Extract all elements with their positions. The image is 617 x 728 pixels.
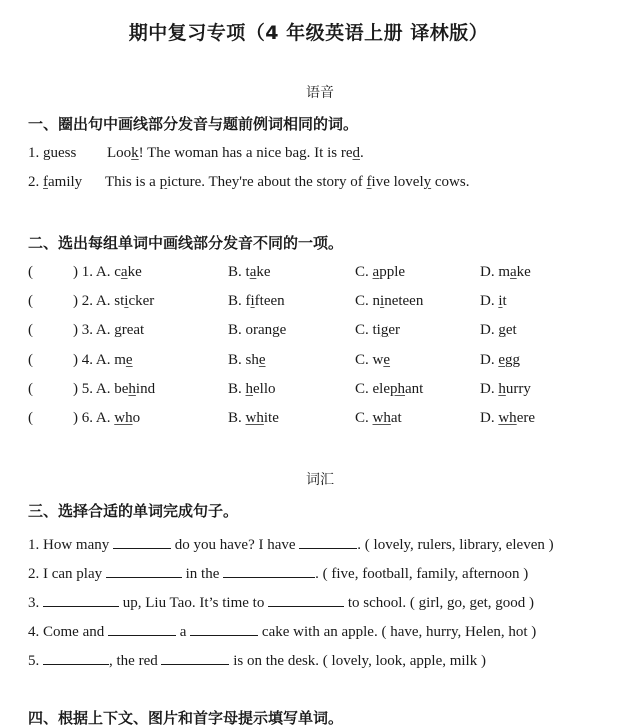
answer-blank	[190, 621, 258, 636]
question-number: ) 3. A.	[73, 322, 115, 339]
sentence-text: icture. They're about the story of	[167, 174, 367, 190]
underlined-letter: k	[131, 145, 139, 161]
fill-blank-item	[28, 621, 536, 641]
sentence-text: 4. Come and	[28, 624, 108, 640]
option-c	[355, 352, 390, 369]
answer-blank	[299, 534, 357, 549]
item-number: 2.	[28, 174, 43, 190]
option-a	[73, 293, 154, 310]
sentence	[107, 145, 364, 162]
option-a	[73, 264, 142, 281]
question-row	[28, 264, 608, 286]
answer-bracket: (	[28, 322, 33, 339]
word-rest: o	[132, 410, 141, 426]
underlined-letters: wh	[498, 410, 517, 426]
option-c	[355, 293, 423, 310]
answer-blank	[223, 563, 315, 578]
question-number: ) 6. A.	[73, 410, 115, 426]
option-d	[480, 264, 531, 281]
sentence-text: cows.	[431, 174, 470, 190]
part4-heading: 四、根据上下文、图片和首字母提示填写单词。	[28, 709, 344, 727]
word-rest: neteen	[384, 293, 424, 310]
option-prefix: B. sh	[228, 351, 259, 368]
word-rest: pple	[379, 264, 406, 280]
sentence-text: up, Liu Tao. It’s time to	[119, 595, 269, 611]
item-number: 1.	[28, 145, 43, 161]
underlined-letter: p	[159, 174, 168, 190]
page-title: 期中复习专项（4 年级英语上册 译林版）	[128, 22, 489, 44]
underlined-letters: a	[510, 264, 517, 280]
option-prefix: D.	[480, 322, 499, 339]
question-number: ) 2. A. st	[73, 293, 125, 310]
answer-blank	[43, 650, 109, 665]
sentence-text: .	[360, 145, 364, 161]
underlined-letters: h	[128, 380, 136, 397]
option-prefix: D.	[480, 351, 499, 368]
answer-bracket: (	[28, 410, 33, 426]
sentence-text: ! The woman has a nice ba	[138, 145, 300, 161]
option-prefix: B. t	[228, 264, 250, 280]
sentence-text: 5.	[28, 653, 43, 669]
sentence-text: . It is re	[306, 145, 353, 161]
question-number: ) 4. A. m	[73, 351, 126, 368]
sentence-text: to school. ( girl, go, get, good )	[344, 595, 535, 611]
word-rest: ello	[253, 380, 276, 397]
fill-blank-item	[28, 563, 528, 583]
option-c	[355, 264, 405, 281]
option-prefix: C. n	[355, 293, 381, 310]
example-word-rest: amily	[48, 174, 83, 190]
option-prefix: C. w	[355, 351, 384, 368]
option-b	[228, 410, 279, 427]
example-word-rest: uess	[50, 145, 77, 161]
question-number: ) 1. A. c	[73, 264, 121, 280]
option-a	[73, 381, 155, 398]
word-rest: ke	[127, 264, 142, 280]
underlined-letters: g	[380, 322, 389, 339]
sentence-text: ive lovel	[371, 174, 424, 190]
underlined-letter: f	[366, 174, 372, 190]
answer-blank	[106, 563, 182, 578]
fill-blank-item	[28, 592, 534, 612]
underlined-letters: a	[120, 264, 128, 280]
option-prefix: D.	[480, 380, 499, 397]
sentence-text: 2. I can play	[28, 566, 106, 582]
answer-blank	[108, 621, 176, 636]
answer-blank	[43, 592, 119, 607]
option-b	[228, 322, 286, 339]
question-row	[28, 352, 608, 374]
option-d	[480, 352, 520, 369]
option-prefix: D.	[480, 293, 499, 310]
word-rest: fteen	[254, 293, 285, 310]
sentence	[105, 174, 469, 191]
option-a	[73, 322, 144, 339]
option-c	[355, 410, 402, 427]
underlined-letters: i	[498, 293, 503, 310]
underlined-letters: i	[124, 293, 129, 310]
question-row	[28, 410, 608, 432]
word-rest: t	[502, 293, 507, 310]
underlined-letters: i	[250, 293, 255, 310]
section-title-vocabulary: 词汇	[306, 472, 334, 488]
part3-heading: 三、选择合适的单词完成句子。	[28, 502, 239, 520]
option-prefix: B. f	[228, 293, 251, 310]
option-d	[480, 293, 507, 310]
underlined-letters: wh	[114, 410, 133, 426]
word-rest: reat	[121, 322, 145, 339]
answer-blank	[161, 650, 229, 665]
underlined-letters: g	[114, 322, 122, 339]
option-b	[228, 264, 271, 281]
underlined-letters: g	[272, 322, 280, 339]
sentence-text: cake with an apple. ( have, hurry, Helen, hot )	[258, 624, 537, 640]
word-rest: ind	[135, 380, 156, 397]
option-prefix: B. oran	[228, 322, 273, 339]
word-rest: er	[388, 322, 400, 339]
sentence-text: 3.	[28, 595, 43, 611]
part2-heading: 二、选出每组单词中画线部分发音不同的一项。	[28, 234, 344, 252]
sentence-text: Loo	[107, 145, 132, 161]
option-prefix: D.	[480, 410, 499, 426]
word-rest: gg	[505, 351, 521, 368]
question-row	[28, 381, 608, 403]
underlined-letters: e	[498, 351, 506, 368]
part1-item	[28, 145, 364, 162]
word-rest: cker	[128, 293, 155, 310]
option-b	[228, 381, 276, 398]
option-b	[228, 293, 285, 310]
answer-blank	[268, 592, 344, 607]
part1-item	[28, 174, 470, 191]
option-b	[228, 352, 266, 369]
word-rest: ite	[263, 410, 279, 426]
word-rest: et	[505, 322, 517, 339]
sentence-text: in the	[181, 566, 224, 582]
word-rest: ere	[516, 410, 535, 426]
answer-bracket: (	[28, 264, 33, 280]
option-prefix: D. m	[480, 264, 510, 280]
option-prefix: C.	[355, 264, 373, 280]
answer-bracket: (	[28, 380, 33, 397]
underlined-letters: e	[383, 351, 391, 368]
sentence-text: . ( lovely, rulers, library, eleven )	[357, 537, 554, 553]
underlined-letters: a	[372, 264, 380, 280]
underlined-letter: g	[299, 145, 307, 161]
section-title-phonetics: 语音	[306, 85, 334, 101]
sentence-text: a	[176, 624, 191, 640]
underlined-letter: f	[43, 174, 48, 190]
underlined-letters: g	[498, 322, 506, 339]
option-a	[73, 410, 140, 427]
underlined-letters: a	[249, 264, 257, 280]
underlined-letters: h	[245, 380, 254, 397]
answer-blank	[113, 534, 171, 549]
sentence-text: . ( five, football, family, afternoon )	[315, 566, 529, 582]
sentence-text: 1. How many	[28, 537, 113, 553]
underlined-letter: y	[423, 174, 432, 190]
option-c	[355, 322, 400, 339]
underlined-letters: wh	[245, 410, 264, 426]
answer-bracket: (	[28, 293, 33, 310]
underlined-letter: d	[352, 145, 360, 161]
sentence-text: is on the desk. ( lovely, look, apple, milk )	[229, 653, 486, 669]
part1-heading: 一、圈出句中画线部分发音与题前例词相同的词。	[28, 115, 359, 133]
option-d	[480, 410, 535, 427]
word-rest: ke	[256, 264, 271, 280]
underlined-letters: h	[498, 380, 506, 397]
option-a	[73, 352, 133, 369]
option-prefix: B.	[228, 410, 246, 426]
word-rest: ke	[516, 264, 531, 280]
underlined-letters: e	[258, 351, 266, 368]
question-number: ) 5. A. be	[73, 380, 129, 397]
fill-blank-item	[28, 534, 554, 554]
sentence-text: This is a	[105, 174, 160, 190]
option-prefix: C.	[355, 410, 373, 426]
option-prefix: B.	[228, 380, 246, 397]
answer-bracket: (	[28, 351, 33, 368]
underlined-letters: wh	[372, 410, 391, 426]
option-c	[355, 381, 423, 398]
word-rest: at	[390, 410, 402, 426]
option-prefix: C. ti	[355, 322, 381, 339]
option-prefix: C. ele	[355, 380, 390, 397]
underlined-letters: e	[125, 351, 133, 368]
fill-blank-item	[28, 650, 486, 670]
sentence-text: do you have? I have	[171, 537, 300, 553]
sentence-text: , the red	[109, 653, 162, 669]
question-row	[28, 322, 608, 344]
underlined-letters: ph	[390, 380, 405, 397]
word-rest: ant	[405, 380, 424, 397]
option-d	[480, 381, 531, 398]
option-d	[480, 322, 517, 339]
underlined-letters: i	[380, 293, 385, 310]
word-rest: e	[279, 322, 287, 339]
word-rest: urry	[505, 380, 531, 397]
question-row	[28, 293, 608, 315]
underlined-letter: g	[43, 145, 51, 161]
